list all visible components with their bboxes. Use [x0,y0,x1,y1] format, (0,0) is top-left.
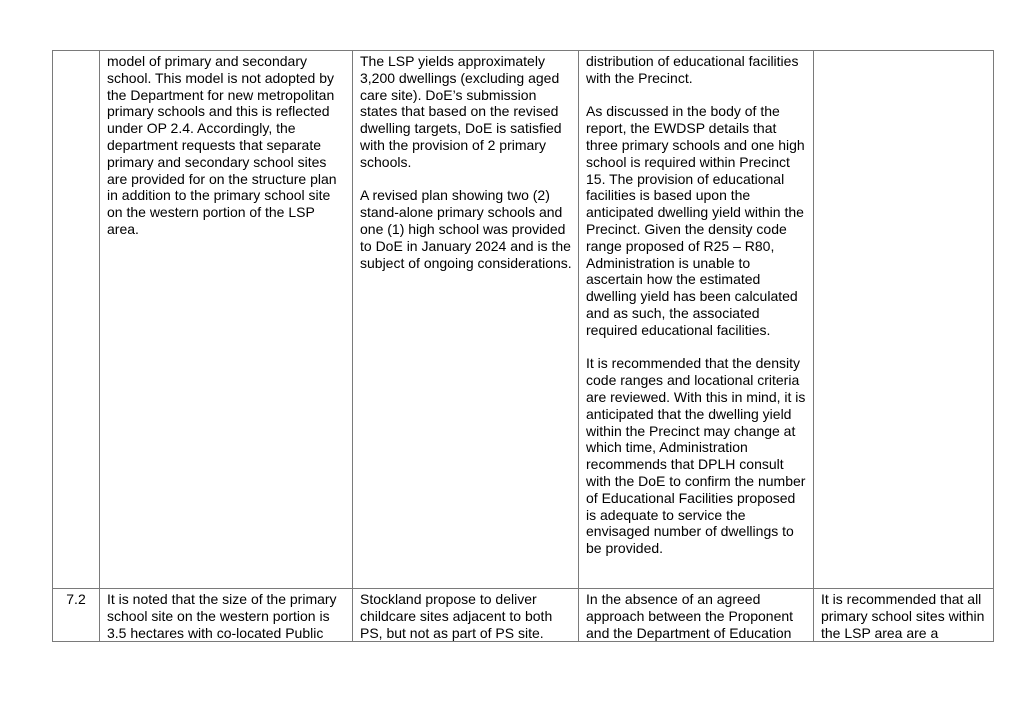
paragraph: It is recommended that the density code ranges and locational criteria are reviewed. With this in mind, it is anticipated that the dwelling yield within the Precinct may change at which time, Administration recommends that DPLH consult with the DoE to confirm the number of Educational Facilities proposed is adequate to service the envisaged number of dwellings to be provided. [586,355,806,557]
proponent-response-cell [353,51,579,589]
table-row [53,51,994,589]
submission-cell [100,589,353,642]
paragraph: Stockland propose to deliver childcare sites adjacent to both PS, but not as part of PS site. [360,591,553,641]
submissions-table [52,50,994,642]
administration-comment-cell [579,51,814,589]
item-number-cell [53,51,100,589]
recommendation-cell [814,51,994,589]
paragraph: In the absence of an agreed approach between the Proponent and the Department of Education [586,591,794,641]
proponent-response-cell [353,589,579,642]
paragraph: The LSP yields approximately 3,200 dwellings (excluding aged care site). DoE’s submission states that based on the revised dwelling targets, DoE is satisfied with the provision of 2 primary schools. [360,53,562,170]
table-row [53,589,994,642]
recommendation-cell [814,589,994,642]
paragraph: model of primary and secondary school. This model is not adopted by the Department for new metropolitan primary schools and this is reflected under OP 2.4. Accordingly, the department requests that separate primary and secondary school sites are provided for on the structure plan in addition to the primary school site on the western portion of the LSP area. [107,53,337,237]
submission-cell [100,51,353,589]
paragraph: A revised plan showing two (2) stand-alone primary schools and one (1) high school was provided to DoE in January 2024 and is the subject of ongoing considerations. [360,187,572,271]
paragraph: As discussed in the body of the report, the EWDSP details that three primary schools and one high school is required within Precinct 15. The provision of educational facilities is based upon the anticipated dwelling yield within the Precinct. Given the density code range proposed of R25 – R80, Administration is unable to ascertain how the estimated dwelling yield has been calculated and as such, the associated required educational facilities. [586,103,805,338]
administration-comment-cell [579,589,814,642]
paragraph: It is noted that the size of the primary school site on the western portion is 3.5 hectares with co-located Public [107,591,337,641]
paragraph: It is recommended that all primary school sites within the LSP area are a [821,591,985,641]
paragraph: distribution of educational facilities with the Precinct. [586,53,799,86]
item-number-cell: 7.2 [53,589,100,642]
